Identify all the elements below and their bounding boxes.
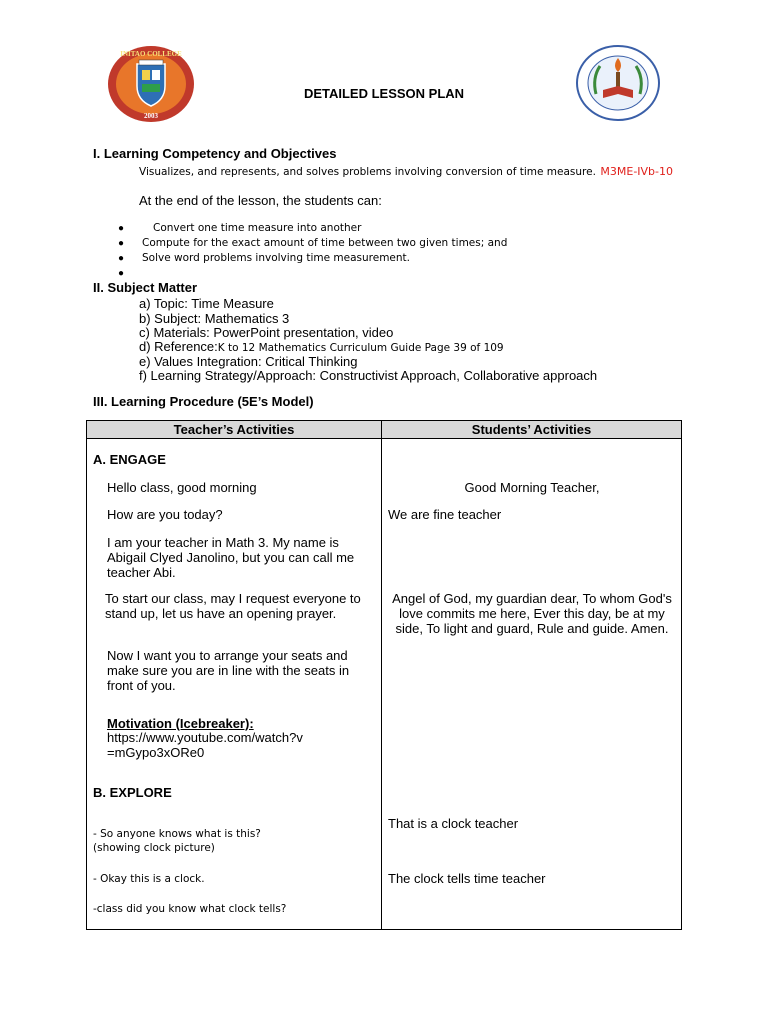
section-2-heading: II. Subject Matter [93,280,198,295]
student-response-greeting: Good Morning Teacher, [464,480,600,495]
logo-top-text: INITAO COLLEGE [120,50,182,58]
page-title: DETAILED LESSON PLAN [303,86,465,101]
explore-heading: B. EXPLORE [93,785,172,800]
section-3-heading: III. Learning Procedure (5E’s Model) [93,394,314,409]
teacher-line-seats: Now I want you to arrange your seats and make sure you are in line with the seats in front of you. [107,648,350,693]
student-response-fine: We are fine teacher [388,507,502,522]
student-response-clock: That is a clock teacher [388,816,519,831]
students-activities-header: Students’ Activities [382,421,682,439]
competency-text: Visualizes, and represents, and solves problems involving conversion of time measure. [139,166,596,178]
student-response-prayer: Angel of God, my guardian dear, To whom God's love commits me here, Ever this day, be at my side, To light and guard, Rule and guide. Amen. [392,591,672,636]
section-1-heading: I. Learning Competency and Objectives [93,146,337,161]
subject-topic: a) Topic: Time Measure [139,296,274,311]
teacher-line-howareyou: How are you today? [107,507,223,522]
objective-1: Convert one time measure into another [153,222,362,234]
objectives-intro: At the end of the lesson, the students can: [139,193,382,208]
teacher-question-1: - So anyone knows what is this? [93,828,261,840]
subject-reference [139,339,504,354]
logo-year: 2003 [144,112,158,120]
bullet-1: ● [118,223,125,234]
initao-college-logo [106,44,196,124]
teacher-education-logo [576,44,660,122]
subject-reference-label: d) Reference: [139,339,218,354]
motivation-link[interactable]: https://www.youtube.com/watch?v=mGypo3xORe0 [107,730,303,760]
subject-materials: c) Materials: PowerPoint presentation, video [139,325,394,340]
teacher-line-prayer: To start our class, may I request everyone to stand up, let us have an opening prayer. [105,591,361,621]
subject-reference-text: K to 12 Mathematics Curriculum Guide Page 39 of 109 [217,342,504,354]
teacher-line-greeting: Hello class, good morning [107,480,257,495]
motivation-label: Motivation (Icebreaker): [107,716,254,731]
engage-heading: A. ENGAGE [93,452,166,467]
competency-line [139,162,673,180]
subject-values: e) Values Integration: Critical Thinking [139,354,358,369]
subject-strategy: f) Learning Strategy/Approach: Constructivist Approach, Collaborative approach [139,368,598,383]
teacher-question-1b: (showing clock picture) [93,842,215,854]
subject-subject: b) Subject: Mathematics 3 [139,311,290,326]
objective-2: Compute for the exact amount of time between two given times; and [142,237,508,249]
teacher-column [87,439,382,930]
bullet-2: ● [118,238,125,249]
learning-procedure-table [86,420,682,930]
students-column [382,439,682,930]
bullet-3: ● [118,253,125,264]
teacher-line-intro: I am your teacher in Math 3. My name is Abigail Clyed Janolino, but you can call me teacher Abi. [107,535,355,580]
student-response-time: The clock tells time teacher [388,871,546,886]
objective-3: Solve word problems involving time measurement. [142,252,410,264]
teacher-question-2: -class did you know what clock tells? [93,903,287,915]
teacher-statement-clock: - Okay this is a clock. [93,873,205,885]
competency-code: M3ME-IVb-10 [600,165,674,178]
teacher-activities-header: Teacher’s Activities [87,421,382,439]
bullet-4: ● [118,268,125,279]
